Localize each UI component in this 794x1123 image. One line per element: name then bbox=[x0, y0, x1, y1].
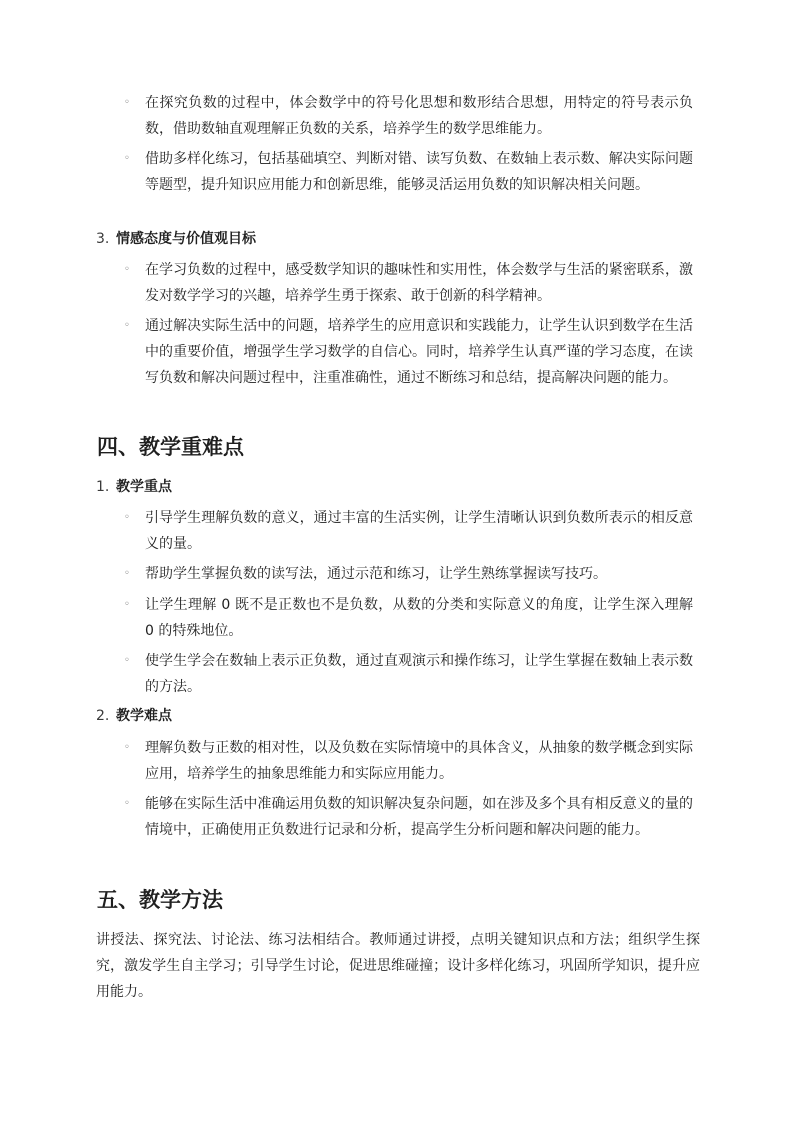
subsection-heading bbox=[96, 477, 172, 497]
bullet-marker: ◦ bbox=[124, 153, 130, 164]
subsection-heading bbox=[96, 229, 256, 249]
section-heading: 四、教学重难点 bbox=[97, 435, 244, 459]
bullet-marker: ◦ bbox=[124, 97, 130, 108]
list-item: 借助多样化练习，包括基础填空、判断对错、读写负数、在数轴上表示数、解决实际问题等题型，提升知识应用能力和创新思维，能够灵活运用负数的知识解决相关问题。 bbox=[145, 151, 693, 193]
list-number: 3. bbox=[96, 231, 110, 247]
subsection-title: 教学重点 bbox=[116, 479, 172, 495]
bullet-marker: ◦ bbox=[124, 264, 130, 275]
list-item: 使学生学会在数轴上表示正负数，通过直观演示和操作练习，让学生掌握在数轴上表示数的方法。 bbox=[145, 653, 693, 695]
bullet-marker: ◦ bbox=[124, 655, 130, 666]
list-item: 通过解决实际生活中的问题，培养学生的应用意识和实践能力，让学生认识到数学在生活中的重要价值，增强学生学习数学的自信心。同时，培养学生认真严谨的学习态度，在读写负数和解决问题过程中，注重准确性，通过不断练习和总结，提高解决问题的能力。 bbox=[145, 318, 693, 386]
list-item: 帮助学生掌握负数的读写法，通过示范和练习，让学生熟练掌握读写技巧。 bbox=[145, 566, 607, 582]
bullet-marker: ◦ bbox=[124, 798, 130, 809]
subsection-heading bbox=[96, 706, 172, 726]
subsection-title: 情感态度与价值观目标 bbox=[116, 231, 256, 247]
list-item: 在学习负数的过程中，感受数学知识的趣味性和实用性，体会数学与生活的紧密联系，激发对数学学习的兴趣，培养学生勇于探索、敢于创新的科学精神。 bbox=[145, 262, 693, 304]
section-heading: 五、教学方法 bbox=[97, 888, 223, 912]
bullet-marker: ◦ bbox=[124, 742, 130, 753]
bullet-marker: ◦ bbox=[124, 568, 130, 579]
list-item: 理解负数与正数的相对性，以及负数在实际情境中的具体含义，从抽象的数学概念到实际应用，培养学生的抽象思维能力和实际应用能力。 bbox=[145, 740, 693, 782]
list-item: 能够在实际生活中准确运用负数的知识解决复杂问题，如在涉及多个具有相反意义的量的情境中，正确使用正负数进行记录和分析，提高学生分析问题和解决问题的能力。 bbox=[145, 796, 693, 838]
bullet-marker: ◦ bbox=[124, 512, 130, 523]
list-item: 在探究负数的过程中，体会数学中的符号化思想和数形结合思想，用特定的符号表示负数，借助数轴直观理解正负数的关系，培养学生的数学思维能力。 bbox=[145, 95, 693, 137]
body-paragraph: 讲授法、探究法、讨论法、练习法相结合。教师通过讲授，点明关键知识点和方法；组织学生探究，激发学生自主学习；引导学生讨论，促进思维碰撞；设计多样化练习，巩固所学知识，提升应用能力。 bbox=[96, 932, 700, 1000]
list-number: 1. bbox=[96, 479, 110, 495]
list-item: 让学生理解 0 既不是正数也不是负数，从数的分类和实际意义的角度，让学生深入理解 0 的特殊地位。 bbox=[145, 597, 693, 639]
subsection-title: 教学难点 bbox=[116, 708, 172, 724]
list-item: 引导学生理解负数的意义，通过丰富的生活实例，让学生清晰认识到负数所表示的相反意义的量。 bbox=[145, 510, 693, 552]
bullet-marker: ◦ bbox=[124, 599, 130, 610]
list-number: 2. bbox=[96, 708, 110, 724]
bullet-marker: ◦ bbox=[124, 320, 130, 331]
